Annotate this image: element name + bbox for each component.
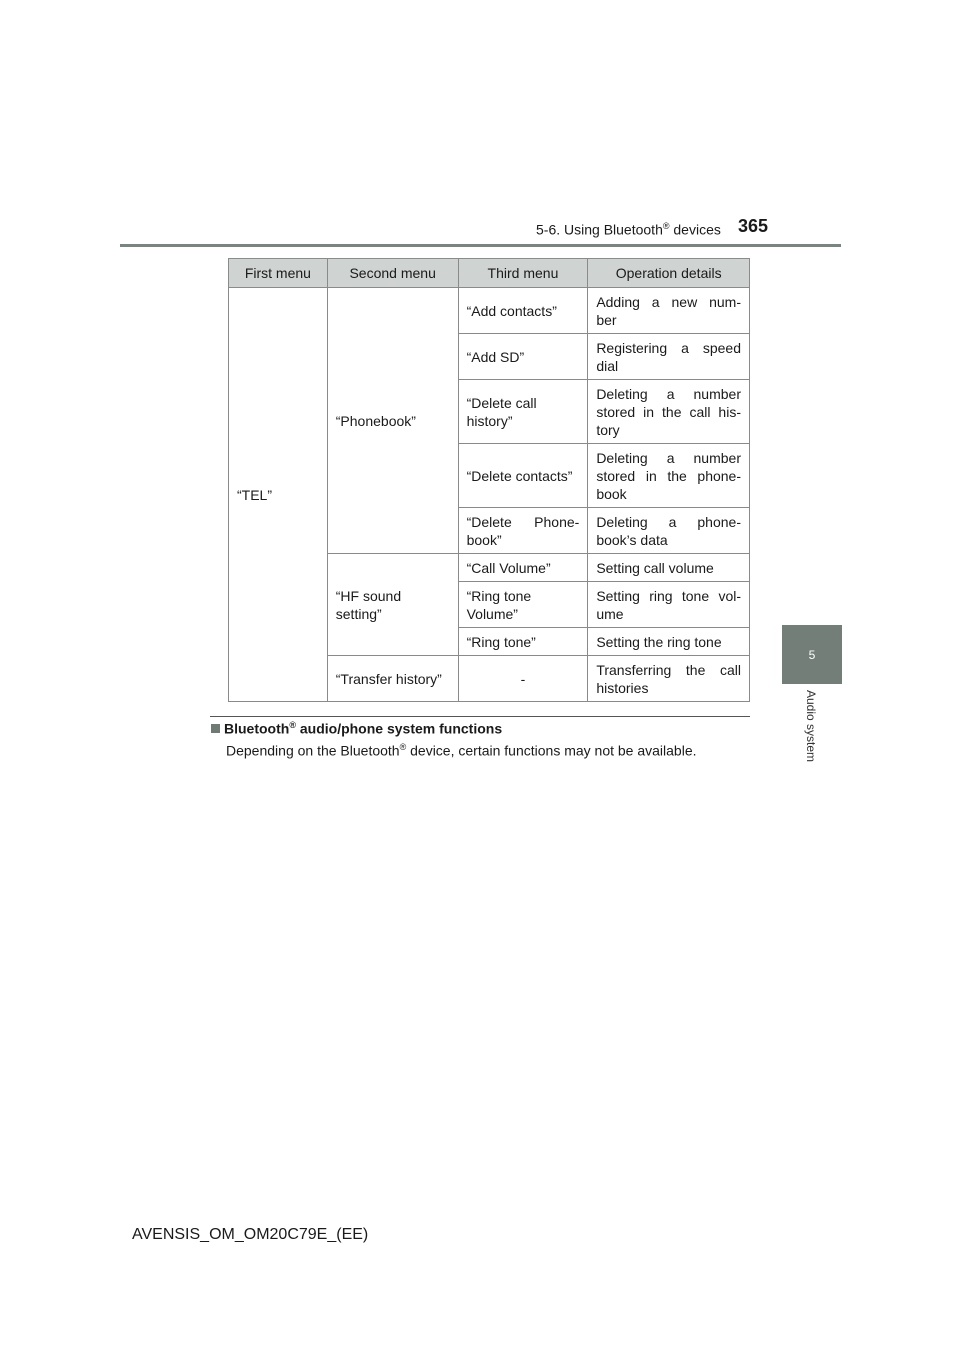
- operation-details-cell: Deleting a phone- book’s data: [588, 508, 750, 554]
- page-number: 365: [738, 216, 769, 236]
- section-heading-text: Bluetooth: [224, 720, 290, 737]
- table-row: [229, 288, 750, 334]
- third-menu-cell: “Add contacts”: [458, 288, 588, 334]
- third-menu-cell: “Add SD”: [458, 334, 588, 380]
- registered-mark: ®: [289, 720, 296, 730]
- second-menu-cell: “Phonebook”: [327, 288, 458, 554]
- third-menu-cell: “Delete call history”: [458, 380, 588, 444]
- third-menu-cell: -: [458, 656, 588, 702]
- operation-details-cell: Setting the ring tone: [588, 628, 750, 656]
- third-menu-cell: “Delete Phone- book”: [458, 508, 588, 554]
- table-header-row: [229, 259, 750, 288]
- third-menu-cell: “Ring tone”: [458, 628, 588, 656]
- document-code: AVENSIS_OM_OM20C79E_(EE): [132, 1226, 369, 1243]
- section-title-suffix: devices: [669, 221, 721, 238]
- section-heading-suffix: audio/phone system functions: [295, 720, 503, 737]
- header-divider: [120, 244, 841, 247]
- chapter-number: 5: [808, 647, 816, 662]
- column-header: Second menu: [327, 259, 458, 288]
- second-menu-cell: “Transfer history”: [327, 656, 458, 702]
- operation-details-cell: Transferring the call histories: [588, 656, 750, 702]
- section-body-text: Depending on the Bluetooth: [226, 742, 400, 759]
- operation-details-cell: Deleting a number stored in the phone- book: [588, 444, 750, 508]
- first-menu-cell: “TEL”: [229, 288, 328, 702]
- registered-mark: ®: [399, 742, 407, 752]
- third-menu-cell: “Call Volume”: [458, 554, 588, 582]
- chapter-tab[interactable]: [782, 625, 842, 684]
- section-body: [226, 742, 697, 759]
- third-menu-cell: “Ring tone Volume”: [458, 582, 588, 628]
- section-title-text: 5-6. Using Bluetooth: [536, 221, 663, 238]
- column-header: Third menu: [458, 259, 588, 288]
- operation-details-cell: Adding a new num- ber: [588, 288, 750, 334]
- chapter-title: Audio system: [804, 690, 818, 763]
- section-divider: [210, 716, 750, 717]
- square-bullet-icon: [211, 724, 220, 733]
- operation-details-cell: Setting ring tone vol- ume: [588, 582, 750, 628]
- operation-details-cell: Setting call volume: [588, 554, 750, 582]
- section-title: [536, 221, 721, 238]
- menu-table: [228, 258, 750, 702]
- third-menu-cell: “Delete contacts”: [458, 444, 588, 508]
- column-header: Operation details: [588, 259, 750, 288]
- section-heading: [211, 720, 502, 737]
- second-menu-cell: “HF sound setting”: [327, 554, 458, 656]
- column-header: First menu: [229, 259, 328, 288]
- section-body-suffix: device, certain functions may not be available.: [406, 742, 697, 759]
- operation-details-cell: Deleting a number stored in the call his- tory: [588, 380, 750, 444]
- operation-details-cell: Registering a speed dial: [588, 334, 750, 380]
- registered-mark: ®: [662, 221, 670, 231]
